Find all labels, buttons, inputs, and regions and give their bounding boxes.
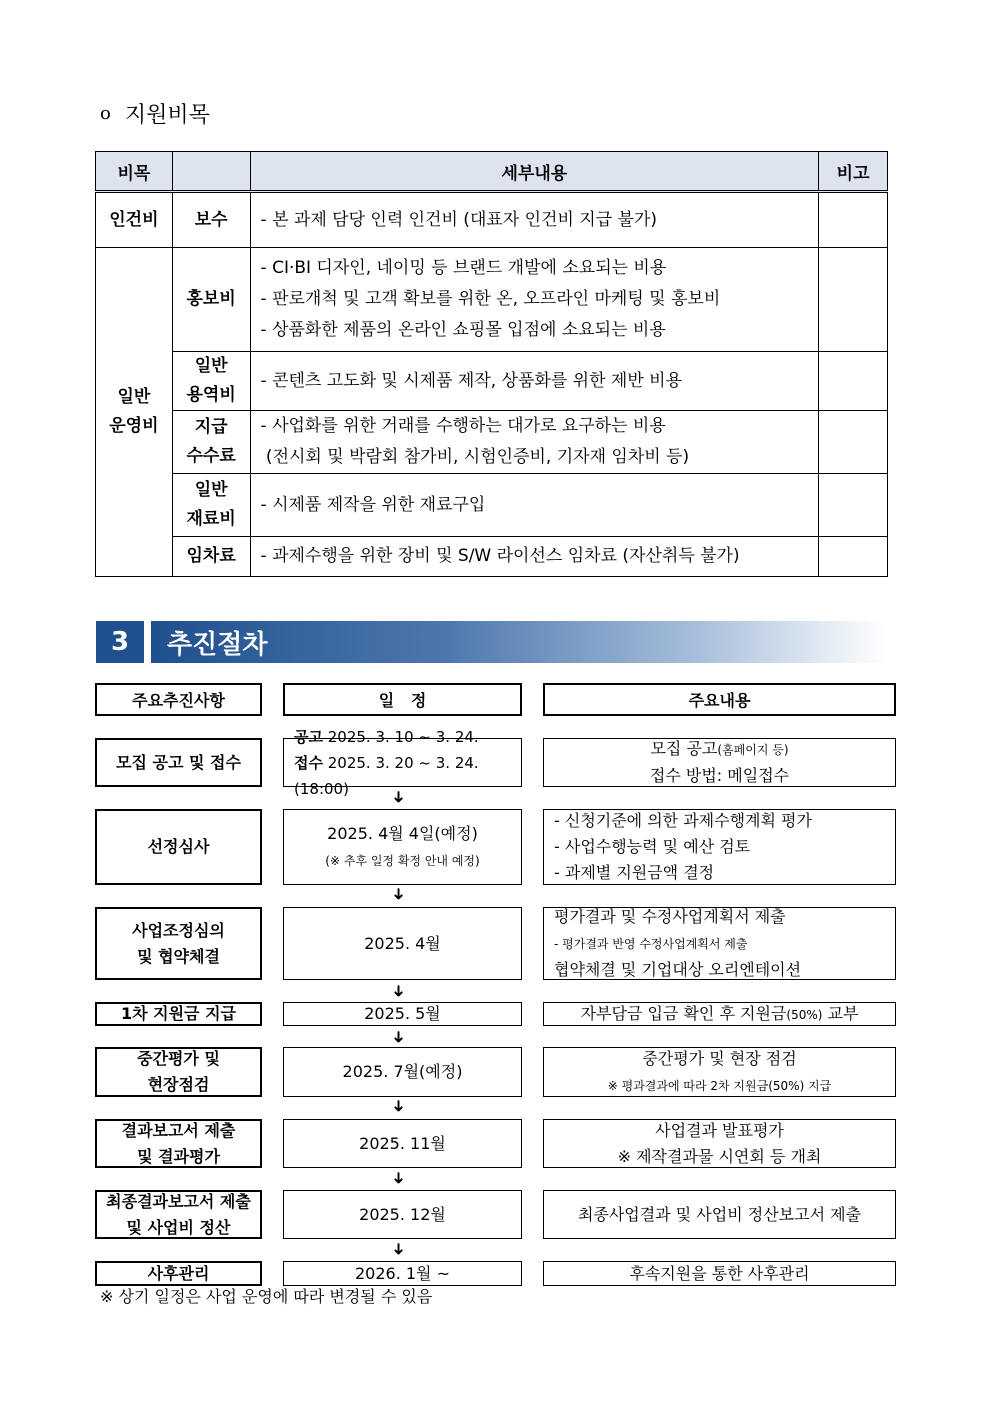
text: 중간평가 및 현장 점검: [642, 1048, 797, 1068]
text: - 신청기준에 의한 과제수행계획 평가: [554, 811, 812, 830]
small-text: (홈페이지 등): [717, 743, 789, 757]
line: [650, 763, 789, 789]
small-text: - 평가결과 반영 수정사업계획서 제출: [554, 937, 748, 951]
header-detail: 세부내용: [250, 152, 819, 192]
budget-category: 인건비: [96, 192, 173, 248]
text: 2025. 5월: [364, 1004, 441, 1023]
budget-detail: [250, 474, 819, 537]
budget-row: [96, 192, 888, 248]
budget-subcategory: 보수: [172, 192, 250, 248]
line: [554, 808, 812, 834]
budget-subcategory: 지급 수수료: [172, 411, 250, 474]
step-content: [543, 809, 896, 885]
budget-row: [96, 537, 888, 577]
budget-row: [96, 352, 888, 411]
text: 2025. 4월: [364, 933, 441, 953]
header-remark: 비고: [819, 152, 888, 192]
step-label: 사후관리: [95, 1261, 262, 1286]
text: 협약체결 및 기업대상 오리엔테이션: [554, 960, 802, 979]
footnote: ※ 상기 일정은 사업 운영에 따라 변경될 수 있음: [100, 1287, 433, 1306]
text: 2025. 11월: [359, 1133, 446, 1153]
budget-detail-line: - 과제수행을 위한 장비 및 S/W 라이선스 임차료 (자산취득 불가): [260, 546, 740, 566]
text: 모집 공고: [650, 739, 718, 758]
budget-remark: [819, 474, 888, 537]
text: 2025. 3. 10 ~ 3. 24.: [322, 727, 479, 746]
line: [608, 1072, 832, 1099]
arrow-down-icon: ➜: [389, 1242, 409, 1256]
budget-detail: [250, 192, 819, 248]
line: [359, 1202, 446, 1228]
step-label: 모집 공고 및 접수: [95, 738, 262, 787]
label-bold: 공고: [294, 727, 323, 746]
section-title: 추진절차: [167, 629, 268, 660]
budget-subcategory: 일반 용역비: [172, 352, 250, 411]
arrow-down-icon: ➜: [389, 984, 409, 998]
text: 후속지원을 통한 사후관리: [629, 1263, 810, 1283]
text: 최종사업결과 및 사업비 정산보고서 제출: [577, 1204, 862, 1224]
step-content: [543, 907, 896, 980]
section-heading-title: 지원비목: [124, 103, 210, 128]
arrow-down-icon: ➜: [389, 887, 409, 901]
budget-detail-line: - 시제품 제작을 위한 재료구입: [260, 494, 486, 515]
text: ※ 제작결과물 시연회 등 개최: [617, 1146, 822, 1166]
step-label: 결과보고서 제출 및 결과평가: [95, 1119, 262, 1168]
arrow-down-icon: ➜: [389, 1030, 409, 1044]
header-category: 비목: [96, 152, 173, 192]
budget-row: [96, 474, 888, 537]
bullet-icon: o: [100, 103, 111, 124]
line: [359, 1131, 446, 1157]
step-content: [543, 738, 896, 787]
line: [325, 847, 479, 874]
text: 2026. 1월 ~: [354, 1263, 451, 1283]
proc-header-schedule: 일 정: [283, 683, 522, 716]
line: [554, 860, 714, 886]
budget-detail: [250, 411, 819, 474]
budget-remark: [819, 352, 888, 411]
line: [327, 821, 478, 847]
budget-row: [96, 248, 888, 352]
budget-table: [95, 151, 888, 577]
line: [581, 1001, 859, 1028]
section-number: 3: [96, 621, 144, 663]
text: 접수 방법: 메일접수: [649, 766, 790, 785]
step-content: [543, 1119, 896, 1168]
budget-category: 일반 운영비: [96, 248, 173, 577]
text: 2025. 7월(예정): [342, 1062, 463, 1081]
step-schedule: [283, 727, 522, 798]
header-sub: [172, 152, 250, 192]
line: [343, 1059, 463, 1085]
line: [618, 1144, 822, 1170]
budget-subcategory: 일반 재료비: [172, 474, 250, 537]
line: [629, 1261, 809, 1287]
budget-detail: [250, 248, 819, 352]
budget-detail: [250, 352, 819, 411]
label-bold: 접수: [294, 753, 323, 772]
proc-header-step: 주요추진사항: [95, 683, 262, 716]
step-schedule: [283, 809, 522, 885]
step-content: [543, 1002, 896, 1026]
section-heading: [100, 98, 210, 129]
text: 2025. 3. 20 ~ 3. 24. (18:00): [294, 753, 479, 798]
step-schedule: [283, 1002, 522, 1026]
line: [355, 1261, 450, 1287]
small-text: ※ 평과결과에 따라 2차 지원금(50%) 지급: [607, 1078, 832, 1093]
budget-remark: [819, 192, 888, 248]
step-label: 최종결과보고서 제출 및 사업비 정산: [95, 1190, 262, 1239]
step-schedule: [283, 1119, 522, 1168]
budget-subcategory: 임차료: [172, 537, 250, 577]
small-text: (50%): [786, 1007, 823, 1022]
text: - 사업수행능력 및 예산 검토: [554, 837, 751, 856]
step-content: [543, 1261, 896, 1286]
budget-detail-line: - 사업화를 위한 거래를 수행하는 대가로 요구하는 비용: [260, 416, 666, 436]
step-content: [543, 1047, 896, 1097]
section-title-bar: [151, 621, 886, 663]
line: [294, 724, 479, 750]
text: 평가결과 및 수정사업계획서 제출: [554, 907, 786, 926]
step-schedule: [283, 907, 522, 980]
line: [554, 834, 750, 860]
arrow-down-icon: ➜: [389, 790, 409, 804]
line: [578, 1202, 861, 1228]
budget-detail-line: - 본 과제 담당 인력 인건비 (대표자 인건비 지급 불가): [260, 209, 658, 230]
step-schedule: [283, 1190, 522, 1239]
budget-detail-line: - 상품화한 제품의 온라인 쇼핑몰 입점에 소요되는 비용: [260, 320, 666, 340]
budget-detail-line: - 판로개척 및 고객 확보를 위한 온, 오프라인 마케팅 및 홍보비: [260, 289, 721, 309]
text: 교부: [822, 1003, 859, 1023]
step-label: 선정심사: [95, 809, 262, 885]
text: 자부담금 입금 확인 후 지원금: [580, 1003, 787, 1023]
text: 2025. 12월: [359, 1204, 446, 1224]
step-content: [543, 1190, 896, 1239]
line: [364, 931, 441, 957]
text: - 과제별 지원금액 결정: [554, 863, 715, 882]
step-label: 중간평가 및 현장점검: [95, 1047, 262, 1097]
budget-row: [96, 411, 888, 474]
arrow-down-icon: ➜: [389, 1171, 409, 1185]
budget-detail-line: - 콘텐츠 고도화 및 시제품 제작, 상품화를 위한 제반 비용: [260, 370, 682, 391]
line: [655, 1118, 784, 1144]
step-schedule: [283, 1261, 522, 1286]
text: 사업결과 발표평가: [655, 1120, 784, 1140]
budget-remark: [819, 537, 888, 577]
line: [554, 904, 786, 930]
small-text: (※ 추후 일정 확정 안내 예정): [325, 853, 480, 868]
proc-header-content: 주요내용: [543, 683, 896, 716]
step-schedule: [283, 1047, 522, 1097]
step-label: 사업조정심의 및 협약체결: [95, 907, 262, 980]
line: [642, 1046, 796, 1072]
arrow-down-icon: ➜: [389, 1099, 409, 1113]
budget-subcategory: 홍보비: [172, 248, 250, 352]
budget-remark: [819, 411, 888, 474]
budget-remark: [819, 248, 888, 352]
budget-detail-line: - CI·BI 디자인, 네이밍 등 브랜드 개발에 소요되는 비용: [260, 258, 667, 278]
line: [650, 736, 788, 763]
budget-detail: [250, 537, 819, 577]
line: [554, 930, 747, 957]
text: 2025. 4월 4일(예정): [327, 823, 478, 843]
budget-detail-line: (전시회 및 박람회 참가비, 시험인증비, 기자재 임차비 등): [260, 447, 690, 467]
line: [554, 957, 801, 983]
line: [364, 1001, 441, 1027]
step-label: 1차 지원금 지급: [95, 1002, 262, 1026]
